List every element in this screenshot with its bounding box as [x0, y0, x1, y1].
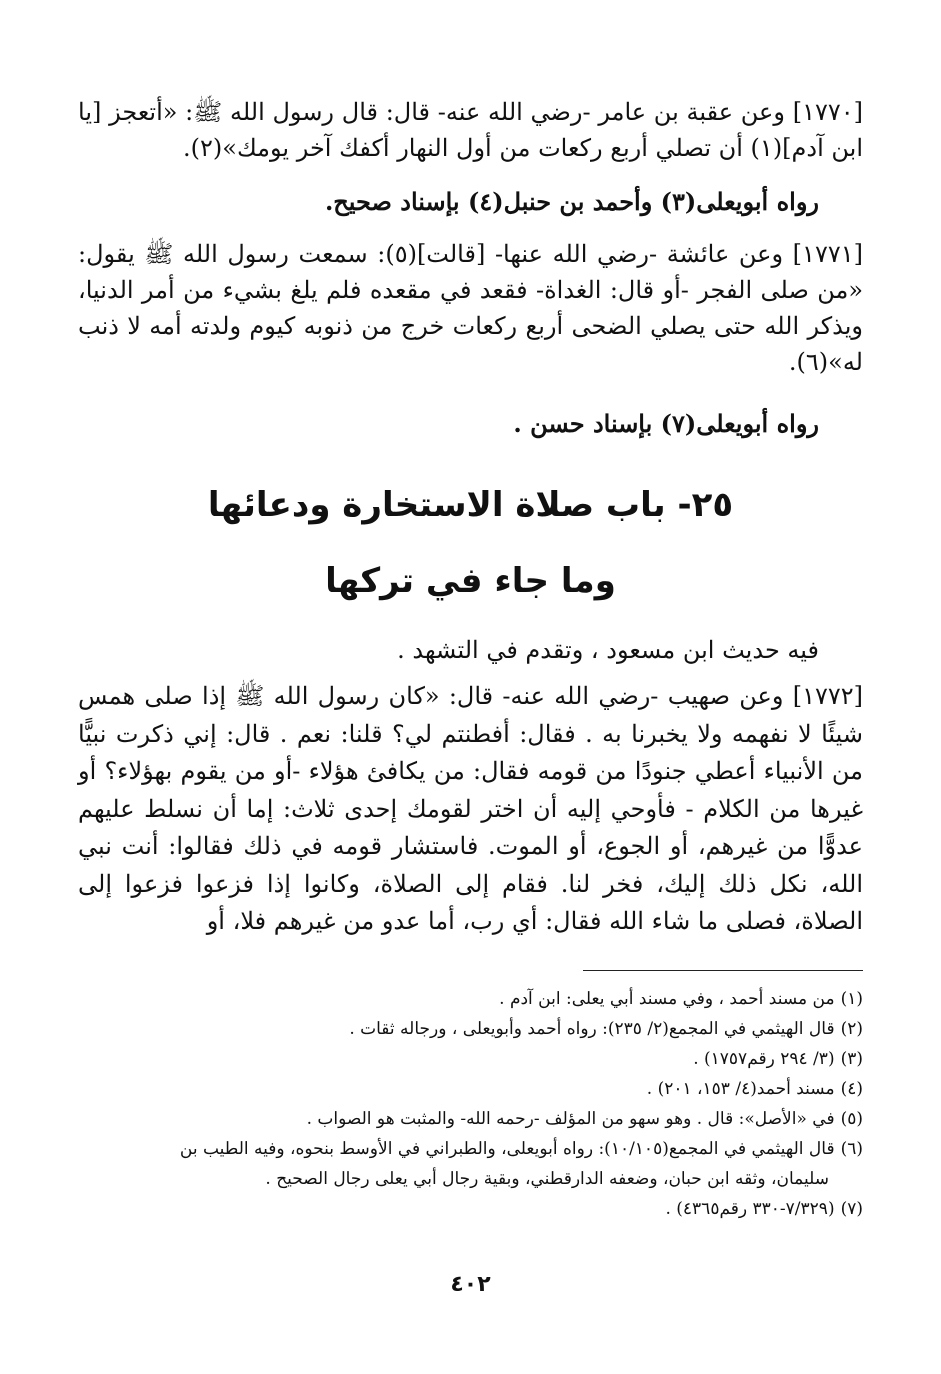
- footnote-number: (١): [840, 989, 863, 1009]
- footnote-text: في «الأصل»: قال . وهو سهو من المؤلف -رحمه الله- والمثبت هو الصواب .: [306, 1109, 835, 1129]
- hadith-1771-text: [١٧٧١] وعن عائشة -رضي الله عنها- [قالت](٥): سمعت رسول الله ﷺ يقول: «من صلى الفجر -أو قال: الغداة- فقعد في مقعده فلم يلغ بشيء من أمر الدنيا، ويذكر الله حتى يصلي الضحى أربع ركعات خرج من ذنوبه كيوم ولدته أمه لا ذنب له»(٦).: [78, 240, 863, 376]
- footnote-item: [78, 1104, 863, 1134]
- footnote-divider: [583, 970, 863, 971]
- footnote-number: (٢): [840, 1019, 863, 1039]
- footnote-text: (٧/٣٢٩-٣٣٠ رقم٤٣٦٥) .: [665, 1199, 835, 1219]
- footnote-text: مسند أحمد(٤/ ١٥٣، ٢٠١) .: [646, 1079, 835, 1099]
- footnote-text-continued: سليمان، وثقه ابن حبان، وضعفه الدارقطني، وبقية رجال أبي يعلى رجال الصحيح .: [265, 1169, 829, 1189]
- footnote-number: (٤): [840, 1079, 863, 1099]
- chapter-intro: فيه حديث ابن مسعود ، وتقدم في التشهد .: [397, 636, 819, 664]
- footnote-text: من مسند أحمد ، وفي مسند أبي يعلى: ابن آدم .: [499, 989, 835, 1009]
- footnote-item: [78, 984, 863, 1014]
- chapter-title: ٢٥- باب صلاة الاستخارة ودعائها: [207, 485, 734, 525]
- footnote-number: (٧): [840, 1199, 863, 1219]
- footnote-text: قال الهيثمي في المجمع(٢/ ٢٣٥): رواه أحمد وأبويعلى ، ورجاله ثقات .: [349, 1019, 835, 1039]
- footnote-item: [78, 1194, 863, 1224]
- footnote-number: (٣): [840, 1049, 863, 1069]
- page-number: ٤٠٢: [450, 1272, 491, 1297]
- footnote-text: قال الهيثمي في المجمع(١٠/١٠٥): رواه أبويعلى، والطبراني في الأوسط بنحوه، وفيه الطيب بن: [179, 1139, 835, 1159]
- hadith-1771-narration: رواه أبويعلى(٧) بإسناد حسن .: [513, 409, 819, 438]
- footnote-item: [78, 1044, 863, 1074]
- footnotes-list: [78, 984, 863, 1224]
- chapter-subtitle: وما جاء في تركها: [325, 561, 616, 601]
- footnote-item: [78, 1014, 863, 1044]
- hadith-1770-text: [١٧٧٠] وعن عقبة بن عامر -رضي الله عنه- قال: قال رسول الله ﷺ: «أتعجز [يا ابن آدم](١) أن تصلي أربع ركعات من أول النهار أكفك آخر يومك»(٢).: [78, 98, 863, 162]
- footnote-number: (٦): [840, 1139, 863, 1159]
- footnote-item: [78, 1074, 863, 1104]
- footnote-item: [78, 1134, 863, 1194]
- footnote-text: (٣/ ٢٩٤ رقم١٧٥٧) .: [693, 1049, 835, 1069]
- hadith-1770-narration: رواه أبويعلى(٣) وأحمد بن حنبل(٤) بإسناد صحيح.: [324, 187, 819, 216]
- hadith-1772-text: [١٧٧٢] وعن صهيب -رضي الله عنه- قال: «كان رسول الله ﷺ إذا صلى همس شيئًا لا نفهمه ولا يخبرنا به . فقال: أفطنتم لي؟ قلنا: نعم . قال: إني ذكرت نبيًّا من الأنبياء أعطي جنودًا من قومه فقال: من يكافئ هؤلاء -أو من يقوم بهؤلاء؟ أو غيرها من الكلام - فأوحي إليه أن اختر لقومك إحدى ثلاث: إما أن نسلط عليهم عدوًّا من غيرهم، أو الجوع، أو الموت. فاستشار قومه في ذلك فقالوا: أنت نبي الله، نكل ذلك إليك، فخر لنا. فقام إلى الصلاة، وكانوا إذا فزعوا فزعوا إلى الصلاة، فصلى ما شاء الله فقال: أي رب، أما عدو من غيرهم فلا، أو: [78, 682, 864, 935]
- footnote-number: (٥): [840, 1109, 863, 1129]
